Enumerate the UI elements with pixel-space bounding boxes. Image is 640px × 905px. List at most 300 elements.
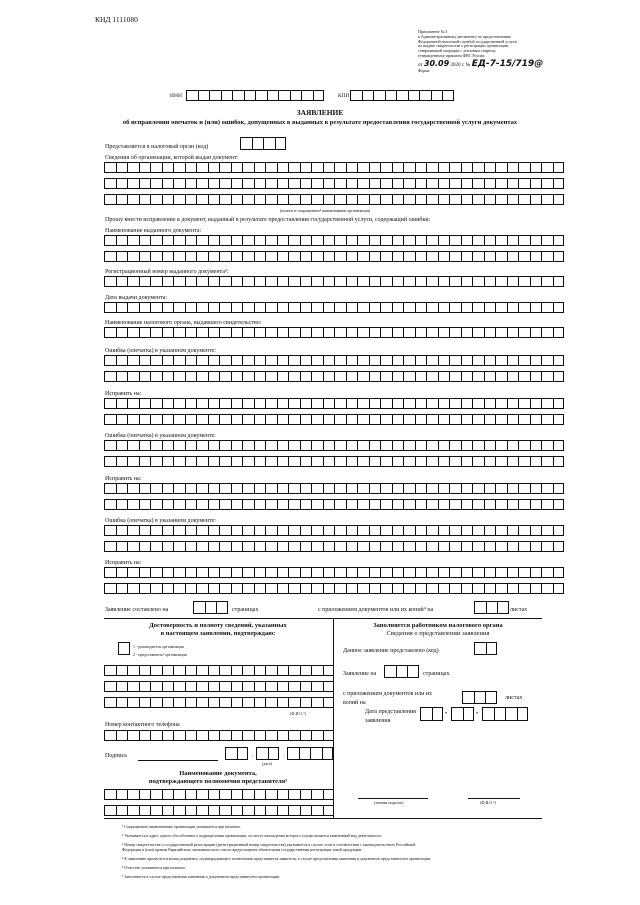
input-cell[interactable] bbox=[116, 398, 128, 409]
input-cell[interactable] bbox=[553, 251, 565, 262]
input-cell[interactable] bbox=[472, 483, 484, 494]
input-cell[interactable] bbox=[173, 178, 185, 189]
input-cell[interactable] bbox=[449, 371, 461, 382]
input-cell[interactable] bbox=[438, 499, 450, 510]
input-cell[interactable] bbox=[139, 697, 151, 708]
input-cell[interactable] bbox=[242, 541, 254, 552]
input-cell[interactable] bbox=[392, 583, 404, 594]
input-cell[interactable] bbox=[357, 355, 369, 366]
input-cell[interactable] bbox=[208, 789, 220, 800]
input-cell[interactable] bbox=[461, 541, 473, 552]
input-cell[interactable] bbox=[449, 235, 461, 246]
input-cell[interactable] bbox=[300, 327, 312, 338]
input-cell[interactable] bbox=[277, 805, 289, 816]
input-cell[interactable] bbox=[346, 302, 358, 313]
input-cell[interactable] bbox=[461, 327, 473, 338]
input-cell[interactable] bbox=[362, 90, 374, 101]
input-cell[interactable] bbox=[173, 440, 185, 451]
input-cell[interactable] bbox=[300, 456, 312, 467]
input-cell[interactable] bbox=[299, 747, 311, 760]
input-cell[interactable] bbox=[219, 276, 231, 287]
input-cell[interactable] bbox=[472, 414, 484, 425]
input-cell[interactable] bbox=[415, 355, 427, 366]
input-cell[interactable] bbox=[300, 583, 312, 594]
input-cell[interactable] bbox=[334, 440, 346, 451]
input-cell[interactable] bbox=[311, 276, 323, 287]
input-cell[interactable] bbox=[415, 567, 427, 578]
input-cell[interactable] bbox=[461, 371, 473, 382]
input-cell[interactable] bbox=[231, 302, 243, 313]
input-cell[interactable] bbox=[310, 747, 322, 760]
input-cell[interactable] bbox=[495, 525, 507, 536]
input-cell[interactable] bbox=[265, 371, 277, 382]
input-cell[interactable] bbox=[495, 440, 507, 451]
input-cell[interactable] bbox=[323, 499, 335, 510]
input-cell[interactable] bbox=[219, 162, 231, 173]
input-cell[interactable] bbox=[300, 525, 312, 536]
input-cell[interactable] bbox=[415, 541, 427, 552]
input-cell[interactable] bbox=[426, 302, 438, 313]
input-cell[interactable] bbox=[517, 707, 529, 721]
input-cell[interactable] bbox=[150, 251, 162, 262]
input-cell[interactable] bbox=[334, 327, 346, 338]
input-cell[interactable] bbox=[173, 697, 185, 708]
input-cell[interactable] bbox=[242, 483, 254, 494]
input-cell[interactable] bbox=[208, 567, 220, 578]
input-cell[interactable] bbox=[231, 456, 243, 467]
input-cell[interactable] bbox=[288, 483, 300, 494]
input-cell[interactable] bbox=[150, 440, 162, 451]
input-cell[interactable] bbox=[323, 525, 335, 536]
input-cell[interactable] bbox=[403, 355, 415, 366]
input-cell[interactable] bbox=[334, 302, 346, 313]
input-cell[interactable] bbox=[426, 235, 438, 246]
input-cell[interactable] bbox=[265, 276, 277, 287]
input-cell[interactable] bbox=[219, 665, 231, 676]
input-cell[interactable] bbox=[474, 642, 486, 655]
input-cell[interactable] bbox=[265, 414, 277, 425]
input-cell[interactable] bbox=[150, 525, 162, 536]
input-cell[interactable] bbox=[311, 567, 323, 578]
org-cells-row-2[interactable] bbox=[104, 178, 564, 189]
input-cell[interactable] bbox=[311, 525, 323, 536]
input-cell[interactable] bbox=[288, 499, 300, 510]
signature-line[interactable] bbox=[138, 760, 218, 761]
input-cell[interactable] bbox=[518, 456, 530, 467]
input-cell[interactable] bbox=[300, 355, 312, 366]
input-cell[interactable] bbox=[185, 440, 197, 451]
input-cell[interactable] bbox=[277, 456, 289, 467]
input-cell[interactable] bbox=[507, 251, 519, 262]
doc-name-cells-2[interactable] bbox=[104, 251, 564, 262]
input-cell[interactable] bbox=[392, 327, 404, 338]
input-cell[interactable] bbox=[553, 302, 565, 313]
input-cell[interactable] bbox=[150, 697, 162, 708]
input-cell[interactable] bbox=[369, 276, 381, 287]
input-cell[interactable] bbox=[300, 541, 312, 552]
input-cell[interactable] bbox=[403, 178, 415, 189]
input-cell[interactable] bbox=[104, 697, 116, 708]
input-cell[interactable] bbox=[392, 355, 404, 366]
input-cell[interactable] bbox=[472, 371, 484, 382]
input-cell[interactable] bbox=[449, 178, 461, 189]
error-3-cells-1[interactable] bbox=[104, 525, 564, 536]
input-cell[interactable] bbox=[323, 355, 335, 366]
input-cell[interactable] bbox=[472, 456, 484, 467]
input-cell[interactable] bbox=[346, 525, 358, 536]
input-cell[interactable] bbox=[507, 583, 519, 594]
input-cell[interactable] bbox=[277, 583, 289, 594]
input-cell[interactable] bbox=[346, 398, 358, 409]
input-cell[interactable] bbox=[518, 178, 530, 189]
input-cell[interactable] bbox=[185, 681, 197, 692]
input-cell[interactable] bbox=[507, 276, 519, 287]
input-cell[interactable] bbox=[334, 456, 346, 467]
input-cell[interactable] bbox=[231, 541, 243, 552]
input-cell[interactable] bbox=[300, 440, 312, 451]
input-cell[interactable] bbox=[254, 440, 266, 451]
input-cell[interactable] bbox=[449, 251, 461, 262]
input-cell[interactable] bbox=[461, 499, 473, 510]
input-cell[interactable] bbox=[116, 276, 128, 287]
input-cell[interactable] bbox=[472, 541, 484, 552]
input-cell[interactable] bbox=[541, 194, 553, 205]
input-cell[interactable] bbox=[127, 499, 139, 510]
input-cell[interactable] bbox=[392, 251, 404, 262]
input-cell[interactable] bbox=[380, 302, 392, 313]
input-cell[interactable] bbox=[185, 697, 197, 708]
signer-type-cell[interactable] bbox=[118, 642, 130, 655]
input-cell[interactable] bbox=[507, 440, 519, 451]
input-cell[interactable] bbox=[162, 327, 174, 338]
input-cell[interactable] bbox=[288, 805, 300, 816]
input-cell[interactable] bbox=[369, 456, 381, 467]
input-cell[interactable] bbox=[254, 355, 266, 366]
input-cell[interactable] bbox=[518, 276, 530, 287]
input-cell[interactable] bbox=[495, 178, 507, 189]
input-cell[interactable] bbox=[162, 681, 174, 692]
input-cell[interactable] bbox=[208, 194, 220, 205]
input-cell[interactable] bbox=[311, 789, 323, 800]
input-cell[interactable] bbox=[219, 681, 231, 692]
input-cell[interactable] bbox=[127, 276, 139, 287]
input-cell[interactable] bbox=[357, 276, 369, 287]
input-cell[interactable] bbox=[486, 642, 498, 655]
input-cell[interactable] bbox=[380, 440, 392, 451]
input-cell[interactable] bbox=[357, 440, 369, 451]
input-cell[interactable] bbox=[507, 414, 519, 425]
input-cell[interactable] bbox=[242, 681, 254, 692]
input-cell[interactable] bbox=[484, 235, 496, 246]
reg-number-cells[interactable] bbox=[104, 276, 564, 287]
input-cell[interactable] bbox=[231, 235, 243, 246]
input-cell[interactable] bbox=[311, 251, 323, 262]
input-cell[interactable] bbox=[278, 90, 290, 101]
input-cell[interactable] bbox=[369, 302, 381, 313]
input-cell[interactable] bbox=[196, 327, 208, 338]
input-cell[interactable] bbox=[541, 355, 553, 366]
right-pages-cells[interactable] bbox=[384, 665, 419, 678]
input-cell[interactable] bbox=[265, 697, 277, 708]
input-cell[interactable] bbox=[139, 499, 151, 510]
input-cell[interactable] bbox=[162, 583, 174, 594]
input-cell[interactable] bbox=[104, 541, 116, 552]
input-cell[interactable] bbox=[300, 251, 312, 262]
input-cell[interactable] bbox=[461, 440, 473, 451]
input-cell[interactable] bbox=[185, 162, 197, 173]
input-cell[interactable] bbox=[127, 681, 139, 692]
input-cell[interactable] bbox=[426, 440, 438, 451]
input-cell[interactable] bbox=[288, 276, 300, 287]
input-cell[interactable] bbox=[127, 327, 139, 338]
input-cell[interactable] bbox=[346, 371, 358, 382]
input-cell[interactable] bbox=[553, 541, 565, 552]
input-cell[interactable] bbox=[495, 456, 507, 467]
input-cell[interactable] bbox=[150, 235, 162, 246]
input-cell[interactable] bbox=[334, 371, 346, 382]
input-cell[interactable] bbox=[185, 730, 197, 741]
input-cell[interactable] bbox=[311, 235, 323, 246]
input-cell[interactable] bbox=[242, 567, 254, 578]
input-cell[interactable] bbox=[484, 414, 496, 425]
input-cell[interactable] bbox=[242, 398, 254, 409]
sign-date-day-cells[interactable] bbox=[225, 747, 248, 760]
input-cell[interactable] bbox=[288, 194, 300, 205]
input-cell[interactable] bbox=[541, 525, 553, 536]
input-cell[interactable] bbox=[369, 440, 381, 451]
input-cell[interactable] bbox=[323, 697, 335, 708]
input-cell[interactable] bbox=[104, 251, 116, 262]
input-cell[interactable] bbox=[357, 371, 369, 382]
input-cell[interactable] bbox=[369, 162, 381, 173]
input-cell[interactable] bbox=[392, 456, 404, 467]
input-cell[interactable] bbox=[242, 327, 254, 338]
input-cell[interactable] bbox=[185, 805, 197, 816]
input-cell[interactable] bbox=[553, 371, 565, 382]
input-cell[interactable] bbox=[265, 681, 277, 692]
input-cell[interactable] bbox=[242, 371, 254, 382]
input-cell[interactable] bbox=[518, 414, 530, 425]
sign-date-year-cells[interactable] bbox=[287, 747, 333, 760]
input-cell[interactable] bbox=[242, 355, 254, 366]
input-cell[interactable] bbox=[426, 251, 438, 262]
input-cell[interactable] bbox=[462, 691, 474, 704]
fix-2-cells-1[interactable] bbox=[104, 483, 564, 494]
input-cell[interactable] bbox=[185, 665, 197, 676]
input-cell[interactable] bbox=[380, 371, 392, 382]
input-cell[interactable] bbox=[484, 371, 496, 382]
input-cell[interactable] bbox=[277, 178, 289, 189]
input-cell[interactable] bbox=[116, 730, 128, 741]
input-cell[interactable] bbox=[392, 178, 404, 189]
auth-doc-cells-2[interactable] bbox=[104, 805, 334, 816]
input-cell[interactable] bbox=[369, 499, 381, 510]
input-cell[interactable] bbox=[104, 276, 116, 287]
input-cell[interactable] bbox=[219, 499, 231, 510]
input-cell[interactable] bbox=[415, 251, 427, 262]
input-cell[interactable] bbox=[494, 707, 506, 721]
input-cell[interactable] bbox=[196, 730, 208, 741]
input-cell[interactable] bbox=[116, 162, 128, 173]
input-cell[interactable] bbox=[254, 194, 266, 205]
input-cell[interactable] bbox=[380, 567, 392, 578]
input-cell[interactable] bbox=[173, 456, 185, 467]
input-cell[interactable] bbox=[196, 251, 208, 262]
input-cell[interactable] bbox=[208, 251, 220, 262]
input-cell[interactable] bbox=[208, 355, 220, 366]
input-cell[interactable] bbox=[530, 251, 542, 262]
input-cell[interactable] bbox=[323, 276, 335, 287]
input-cell[interactable] bbox=[484, 162, 496, 173]
input-cell[interactable] bbox=[242, 525, 254, 536]
input-cell[interactable] bbox=[530, 483, 542, 494]
input-cell[interactable] bbox=[288, 235, 300, 246]
input-cell[interactable] bbox=[255, 90, 267, 101]
input-cell[interactable] bbox=[495, 235, 507, 246]
input-cell[interactable] bbox=[311, 499, 323, 510]
input-cell[interactable] bbox=[196, 235, 208, 246]
input-cell[interactable] bbox=[415, 178, 427, 189]
input-cell[interactable] bbox=[116, 456, 128, 467]
input-cell[interactable] bbox=[231, 483, 243, 494]
input-cell[interactable] bbox=[162, 414, 174, 425]
input-cell[interactable] bbox=[265, 483, 277, 494]
input-cell[interactable] bbox=[150, 730, 162, 741]
input-cell[interactable] bbox=[449, 583, 461, 594]
input-cell[interactable] bbox=[277, 355, 289, 366]
input-cell[interactable] bbox=[277, 371, 289, 382]
input-cell[interactable] bbox=[415, 414, 427, 425]
input-cell[interactable] bbox=[219, 355, 231, 366]
input-cell[interactable] bbox=[265, 440, 277, 451]
input-cell[interactable] bbox=[438, 483, 450, 494]
input-cell[interactable] bbox=[254, 483, 266, 494]
input-cell[interactable] bbox=[346, 327, 358, 338]
input-cell[interactable] bbox=[415, 235, 427, 246]
input-cell[interactable] bbox=[225, 747, 237, 760]
input-cell[interactable] bbox=[505, 707, 517, 721]
input-cell[interactable] bbox=[369, 414, 381, 425]
input-cell[interactable] bbox=[231, 398, 243, 409]
input-cell[interactable] bbox=[150, 483, 162, 494]
input-cell[interactable] bbox=[185, 327, 197, 338]
input-cell[interactable] bbox=[426, 398, 438, 409]
input-cell[interactable] bbox=[265, 789, 277, 800]
input-cell[interactable] bbox=[553, 235, 565, 246]
input-cell[interactable] bbox=[208, 665, 220, 676]
input-cell[interactable] bbox=[507, 327, 519, 338]
input-cell[interactable] bbox=[104, 805, 116, 816]
input-cell[interactable] bbox=[185, 251, 197, 262]
input-cell[interactable] bbox=[116, 567, 128, 578]
input-cell[interactable] bbox=[357, 483, 369, 494]
input-cell[interactable] bbox=[150, 456, 162, 467]
input-cell[interactable] bbox=[369, 355, 381, 366]
input-cell[interactable] bbox=[277, 499, 289, 510]
input-cell[interactable] bbox=[530, 398, 542, 409]
input-cell[interactable] bbox=[288, 567, 300, 578]
input-cell[interactable] bbox=[104, 681, 116, 692]
input-cell[interactable] bbox=[369, 371, 381, 382]
input-cell[interactable] bbox=[449, 456, 461, 467]
input-cell[interactable] bbox=[553, 583, 565, 594]
input-cell[interactable] bbox=[553, 440, 565, 451]
input-cell[interactable] bbox=[346, 440, 358, 451]
input-cell[interactable] bbox=[311, 583, 323, 594]
input-cell[interactable] bbox=[311, 805, 323, 816]
input-cell[interactable] bbox=[438, 302, 450, 313]
input-cell[interactable] bbox=[196, 302, 208, 313]
error-1-cells-1[interactable] bbox=[104, 355, 564, 366]
input-cell[interactable] bbox=[507, 456, 519, 467]
input-cell[interactable] bbox=[380, 178, 392, 189]
input-cell[interactable] bbox=[127, 665, 139, 676]
input-cell[interactable] bbox=[231, 805, 243, 816]
input-cell[interactable] bbox=[380, 162, 392, 173]
input-cell[interactable] bbox=[127, 440, 139, 451]
input-cell[interactable] bbox=[116, 541, 128, 552]
input-cell[interactable] bbox=[231, 355, 243, 366]
input-cell[interactable] bbox=[369, 583, 381, 594]
input-cell[interactable] bbox=[162, 456, 174, 467]
input-cell[interactable] bbox=[472, 194, 484, 205]
input-cell[interactable] bbox=[219, 789, 231, 800]
input-cell[interactable] bbox=[507, 178, 519, 189]
input-cell[interactable] bbox=[254, 681, 266, 692]
input-cell[interactable] bbox=[208, 398, 220, 409]
input-cell[interactable] bbox=[185, 525, 197, 536]
input-cell[interactable] bbox=[196, 276, 208, 287]
input-cell[interactable] bbox=[415, 302, 427, 313]
input-cell[interactable] bbox=[173, 194, 185, 205]
input-cell[interactable] bbox=[300, 665, 312, 676]
input-cell[interactable] bbox=[150, 398, 162, 409]
submit-date-month-cells[interactable] bbox=[451, 707, 474, 721]
input-cell[interactable] bbox=[369, 541, 381, 552]
input-cell[interactable] bbox=[173, 276, 185, 287]
input-cell[interactable] bbox=[461, 583, 473, 594]
input-cell[interactable] bbox=[242, 276, 254, 287]
input-cell[interactable] bbox=[380, 327, 392, 338]
input-cell[interactable] bbox=[403, 327, 415, 338]
input-cell[interactable] bbox=[449, 567, 461, 578]
input-cell[interactable] bbox=[323, 327, 335, 338]
input-cell[interactable] bbox=[541, 276, 553, 287]
input-cell[interactable] bbox=[392, 276, 404, 287]
input-cell[interactable] bbox=[196, 456, 208, 467]
input-cell[interactable] bbox=[300, 499, 312, 510]
input-cell[interactable] bbox=[254, 178, 266, 189]
input-cell[interactable] bbox=[277, 327, 289, 338]
input-cell[interactable] bbox=[208, 805, 220, 816]
input-cell[interactable] bbox=[495, 414, 507, 425]
input-cell[interactable] bbox=[196, 789, 208, 800]
input-cell[interactable] bbox=[438, 440, 450, 451]
input-cell[interactable] bbox=[426, 567, 438, 578]
input-cell[interactable] bbox=[438, 414, 450, 425]
input-cell[interactable] bbox=[127, 789, 139, 800]
input-cell[interactable] bbox=[219, 194, 231, 205]
input-cell[interactable] bbox=[254, 398, 266, 409]
input-cell[interactable] bbox=[288, 456, 300, 467]
right-sheets-cells[interactable] bbox=[462, 691, 497, 704]
input-cell[interactable] bbox=[196, 414, 208, 425]
input-cell[interactable] bbox=[127, 525, 139, 536]
input-cell[interactable] bbox=[392, 414, 404, 425]
input-cell[interactable] bbox=[426, 371, 438, 382]
input-cell[interactable] bbox=[173, 355, 185, 366]
input-cell[interactable] bbox=[380, 499, 392, 510]
